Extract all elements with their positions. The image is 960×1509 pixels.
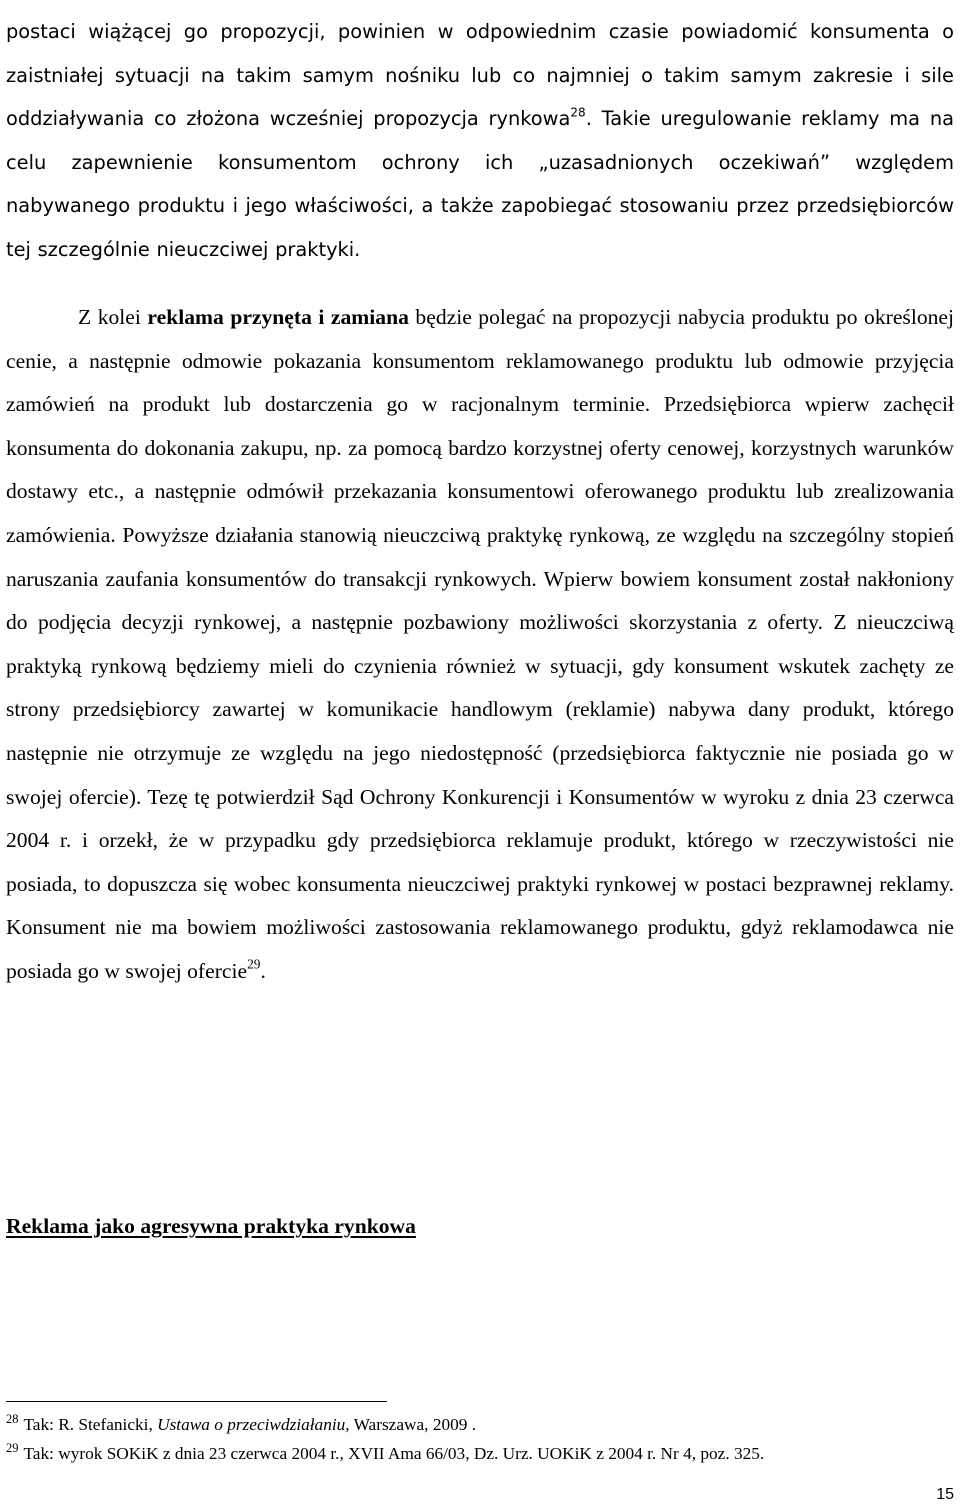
paragraph-text: . <box>260 958 266 983</box>
footnote-text: Tak: wyrok SOKiK z dnia 23 czerwca 2004 r., XVII Ama 66/03, Dz. Urz. UOKiK z 2004 r. Nr 4, poz. 325. <box>23 1444 765 1463</box>
footnote-29 <box>6 1443 764 1465</box>
section-heading: Reklama jako agresywna praktyka rynkowa <box>6 1214 416 1238</box>
footnote-reference[interactable]: 29 <box>247 956 261 972</box>
footnote-text: Tak: R. Stefanicki, <box>23 1415 158 1434</box>
paragraph-bait-and-switch <box>6 296 954 994</box>
page-number: 15 <box>936 1486 954 1503</box>
paragraph-text: postaci wiążącej go propozycji, powinien w odpowiednim czasie powiadomić konsumenta o zaistniałej sytuacji na takim samym nośniku lub co najmniej o takim samym zakresie i sile oddziaływania co złożona wcześniej propozycja rynkowa <box>6 20 954 130</box>
footnote-title: Ustawa o przeciwdziałaniu <box>157 1415 346 1434</box>
footnote-reference[interactable]: 28 <box>570 105 586 120</box>
paragraph-text: . Takie uregulowanie reklamy ma na celu zapewnienie konsumentom ochrony ich „uzasadnionych oczekiwań” względem nabywanego produktu i jego właściwości, a także zapobiegać stosowaniu przez przedsiębiorców tej szczególnie nieuczciwej praktyki. <box>6 107 954 261</box>
footnote-separator <box>6 1401 387 1402</box>
footnote-text: , Warszawa, 2009 . <box>345 1415 477 1434</box>
footnote-28 <box>6 1414 476 1436</box>
footnote-number: 28 <box>6 1412 19 1427</box>
bold-term: reklama przynęta i zamiana <box>147 305 409 329</box>
paragraph-text: Z kolei <box>78 305 148 329</box>
paragraph-continuation <box>6 10 954 271</box>
paragraph-text: będzie polegać na propozycji nabycia produktu po określonej cenie, a następnie odmowie pokazania konsumentom reklamowanego produktu lub odmowie przyjęcia zamówień na produkt lub dostarczenia go w racjonalnym terminie. Przedsiębiorca wpierw zachęcił konsumenta do dokonania zakupu, np. za pomocą bardzo korzystnej oferty cenowej, korzystnych warunków dostawy etc., a następnie odmówił przekazania konsumentowi oferowanego produktu lub zrealizowania zamówienia. Powyższe działania stanowią nieuczciwą praktykę rynkową, ze względu na szczególny stopień naruszania zaufania konsumentów do transakcji rynkowych. Wpierw bowiem konsument został nakłoniony do podjęcia decyzji rynkowej, a następnie pozbawiony możliwości skorzystania z oferty. Z nieuczciwą praktyką rynkową będziemy mieli do czynienia również w sytuacji, gdy konsument wskutek zachęty ze strony przedsiębiorcy zawartej w komunikacie handlowym (reklamie) nabywa dany produkt, którego następnie nie otrzymuje ze względu na jego niedostępność (przedsiębiorca faktycznie nie posiada go w swojej ofercie). Tezę tę potwierdził Sąd Ochrony Konkurencji i Konsumentów w wyroku z dnia 23 czerwca 2004 r. i orzekł, że w przypadku gdy przedsiębiorca reklamuje produkt, którego w rzeczywistości nie posiada, to dopuszcza się wobec konsumenta nieuczciwej praktyki rynkowej w postaci bezprawnej reklamy. Konsument nie ma bowiem możliwości zastosowania reklamowanego produktu, gdyż reklamodawca nie posiada go w swojej ofercie <box>6 305 954 983</box>
footnote-number: 29 <box>6 1441 19 1456</box>
